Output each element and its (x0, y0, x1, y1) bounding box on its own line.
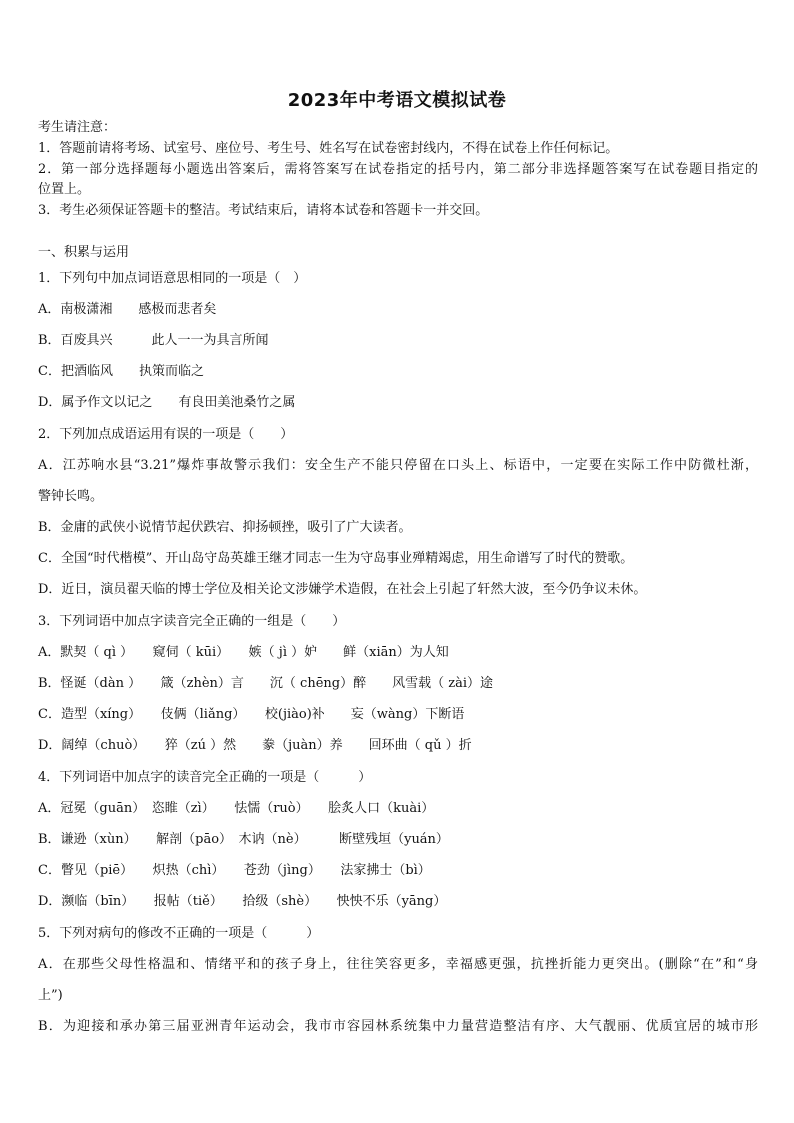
question-4-option-a: A．冠冕（guān） 恣睢（zì） 怯懦（ruò） 脍炙人口（kuài） (38, 801, 435, 816)
page-title: 2023年中考语文模拟试卷 (287, 90, 507, 111)
notice-item-2: 2．第一部分选择题每小题选出答案后，需将答案写在试卷指定的括号内，第二部分非选择题答案写在试卷题目指定的 (38, 162, 758, 177)
question-2-option-d: D．近日，演员翟天临的博士学位及相关论文涉嫌学术造假，在社会上引起了轩然大波，至今仍争议未休。 (38, 582, 647, 597)
question-1-stem: 1．下列句中加点词语意思相同的一项是（ ） (38, 271, 307, 286)
question-3-option-b: B．怪诞（dàn ） 箴（zhèn）言 沉（ chēng）醉 风雪载（ zài）途 (38, 676, 493, 691)
question-3-option-a: A．默契（ qì ） 窥伺（ kūi） 嫉（ jì ）妒 鲜（xiān）为人知 (38, 645, 449, 660)
question-4-option-d: D．濒临（bīn） 报帖（tiě） 拾级（shè） 怏怏不乐（yāng） (38, 894, 447, 909)
question-5-option-a-cont: 上”) (38, 988, 63, 1003)
question-4-stem: 4．下列词语中加点字的读音完全正确的一项是（ ） (38, 770, 372, 785)
notice-item-2-cont: 位置上。 (38, 182, 91, 197)
question-2-stem: 2．下列加点成语运用有误的一项是（ ） (38, 427, 294, 442)
question-2-option-b: B．金庸的武侠小说情节起伏跌宕、抑扬顿挫，吸引了广大读者。 (38, 520, 412, 535)
question-2-option-a: A．江苏响水县“3.21”爆炸事故警示我们：安全生产不能只停留在口头上、标语中，一定要在实际工作中防微杜渐， (38, 458, 758, 473)
question-5-option-a: A．在那些父母性格温和、情绪平和的孩子身上，往往笑容更多，幸福感更强，抗挫折能力更突出。(删除“在”和“身 (38, 957, 758, 972)
question-5-option-b: B．为迎接和承办第三届亚洲青年运动会，我市市容园林系统集中力量营造整洁有序、大气靓丽、优质宜居的城市形 (38, 1019, 758, 1034)
question-2-option-c: C．全国“时代楷模”、开山岛守岛英雄王继才同志一生为守岛事业殚精竭虑，用生命谱写了时代的赞歌。 (38, 551, 634, 566)
question-1-option-b: B．百废具兴 此人一一为具言所闻 (38, 333, 269, 348)
question-3-stem: 3．下列词语中加点字读音完全正确的一组是（ ） (38, 614, 346, 629)
question-1-option-d: D．属予作文以记之 有良田美池桑竹之属 (38, 395, 296, 410)
question-1-option-c: C．把酒临风 执策而临之 (38, 364, 204, 379)
section-heading: 一、积累与运用 (38, 245, 130, 260)
question-4-option-b: B．谦逊（xùn） 解剖（pāo） 木讷（nè） 断壁残垣（yuán） (38, 832, 449, 847)
notice-heading: 考生请注意： (38, 120, 117, 135)
question-5-stem: 5．下列对病句的修改不正确的一项是（ ） (38, 926, 320, 941)
question-1-option-a: A．南极潇湘 感极而悲者矣 (38, 302, 217, 317)
notice-item-1: 1．答题前请将考场、试室号、座位号、考生号、姓名写在试卷密封线内，不得在试卷上作任何标记。 (38, 141, 619, 156)
question-3-option-c: C．造型（xíng） 伎俩（liǎng） 校(jiào)补 妄（wàng）下断语 (38, 707, 465, 722)
question-2-option-a-cont: 警钟长鸣。 (38, 489, 104, 504)
question-4-option-c: C．瞥见（piē） 炽热（chì） 苍劲（jìng） 法家拂士（bì） (38, 863, 431, 878)
question-3-option-d: D．阔绰（chuò） 猝（zú ）然 豢（juàn）养 回环曲（ qǔ ）折 (38, 738, 472, 753)
notice-item-3: 3．考生必须保证答题卡的整洁。考试结束后，请将本试卷和答题卡一并交回。 (38, 203, 489, 218)
